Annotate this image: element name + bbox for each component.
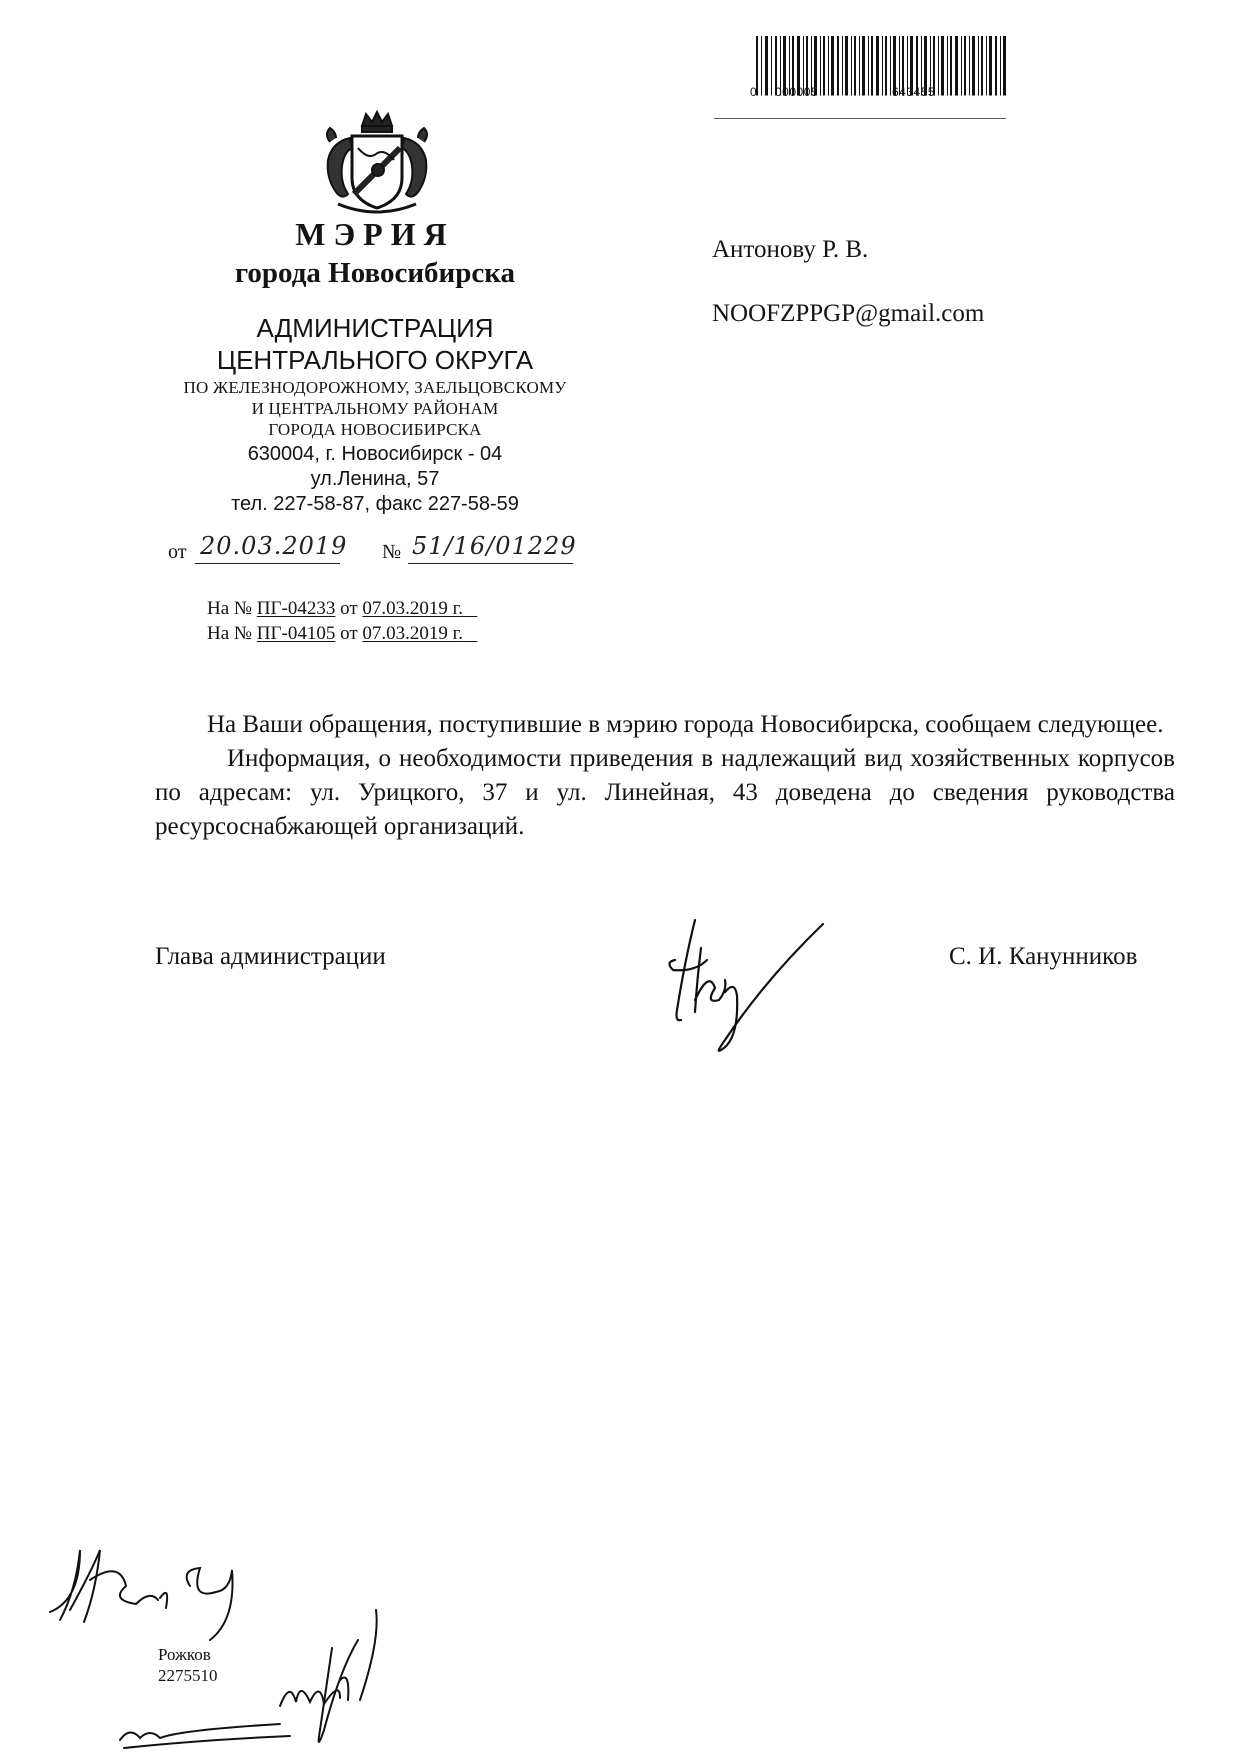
coat-of-arms-icon [318,108,436,220]
executor-phone: 2275510 [158,1666,218,1685]
executor-name: Рожков [158,1645,211,1664]
letterhead-district-line3: ГОРОДА НОВОСИБИРСКА [268,420,482,439]
barcode-number-part1: 000005 [775,85,819,99]
reference-number: ПГ-04233 [256,598,336,619]
letterhead-phone-line: тел. 227-58-87, факс 227-58-59 [231,493,519,515]
handwritten-signature [655,900,835,1060]
letterhead-district-line2: И ЦЕНТРАЛЬНОМУ РАЙОНАМ [251,399,499,418]
letterhead-admin-line1: АДМИНИСТРАЦИЯ [256,313,494,343]
letterhead-title: МЭРИЯ [295,216,455,252]
reference-date: 07.03.2019 г. [362,623,464,644]
letterhead-admin-line2: ЦЕНТРАЛЬНОГО ОКРУГА [216,345,534,375]
letterhead-address-line2: ул.Ленина, 57 [310,468,440,490]
reference-date: 07.03.2019 г. [362,598,464,619]
signatory-role: Глава администрации [155,943,386,970]
reference-line [207,623,477,645]
number-underline [408,563,573,564]
registration-date: 20.03.2019 [200,532,348,560]
recipient-name: Антонову Р. В. [712,236,869,263]
date-underline [195,563,340,564]
letter-body [155,708,1175,844]
executor-initials-signatures [40,1530,420,1754]
barcode-underline [714,118,1006,119]
letterhead-address-line1: 630004, г. Новосибирск - 04 [247,443,503,465]
recipient-email: NOOFZPPGP@gmail.com [712,300,985,327]
reference-prefix: На № [207,598,253,619]
date-label: от [168,541,187,563]
signatory-name: С. И. Канунников [949,943,1138,970]
letterhead-district-line1: ПО ЖЕЛЕЗНОДОРОЖНОМУ, ЗАЕЛЬЦОВСКОМУ [183,378,567,397]
reference-line [207,598,477,620]
letterhead-city: города Новосибирска [234,257,516,289]
body-paragraph-2: Информация, о необходимости приведения в надлежащий вид хозяйственных корпусов по адресам: ул. Урицкого, 37 и ул. Линейная, 43 доведена до сведения руководства ресурсоснабжающей организаций. [155,745,1175,840]
barcode-number-part2: 643455 [892,85,936,99]
number-label: № [382,541,402,563]
reference-prefix: На № [207,623,253,644]
reference-number: ПГ-04105 [256,623,336,644]
reference-from: от [340,598,358,619]
body-paragraph-1: На Ваши обращения, поступившие в мэрию города Новосибирска, сообщаем следующее. [207,711,1164,738]
registration-number: 51/16/01229 [412,532,577,560]
reference-from: от [340,623,358,644]
barcode-digit: 0 [750,85,757,99]
